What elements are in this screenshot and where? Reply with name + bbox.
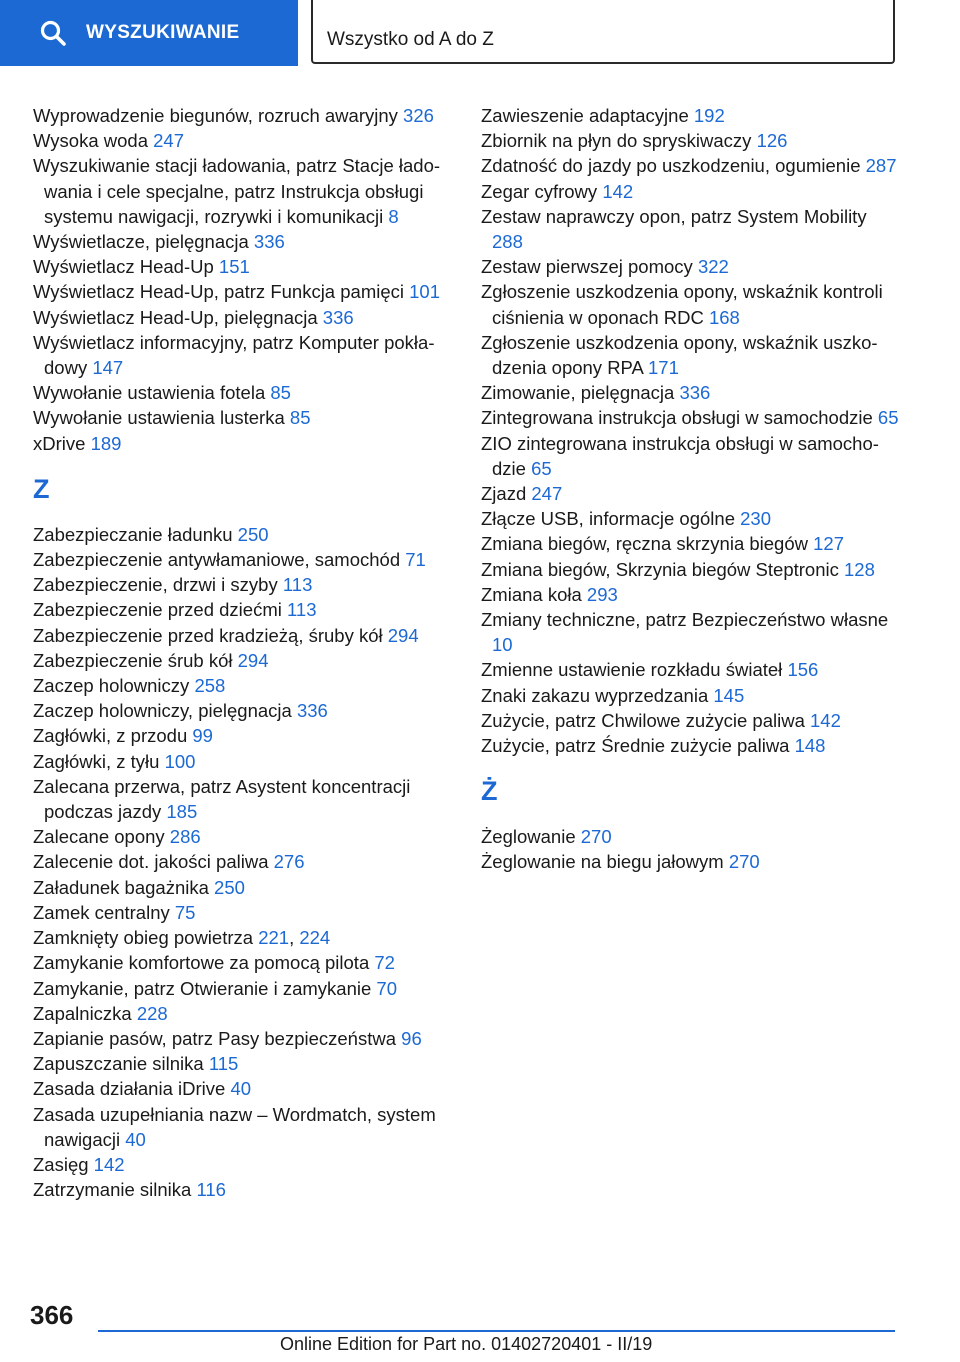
page-link[interactable]: 148 — [794, 735, 826, 757]
index-entry-text: Wyświetlacz Head-Up, patrz Funkcja pamięci — [33, 281, 404, 303]
page-link[interactable]: 250 — [237, 523, 269, 545]
page-link[interactable]: 116 — [196, 1179, 226, 1201]
page-link[interactable]: 250 — [214, 876, 245, 898]
index-entry-text: Zapuszczanie silnika — [33, 1053, 204, 1075]
index-entry-text: Wyprowadzenie biegunów, rozruch awaryjny — [33, 105, 398, 126]
index-entry — [33, 103, 453, 128]
index-entry — [33, 824, 453, 849]
page-link[interactable]: 326 — [403, 105, 434, 126]
page-link[interactable]: 113 — [282, 574, 313, 596]
footer-divider — [98, 1330, 895, 1332]
page-link[interactable]: 230 — [740, 508, 771, 530]
index-entry — [33, 1051, 453, 1076]
index-entry — [33, 254, 453, 279]
page-link[interactable]: 192 — [693, 105, 725, 126]
index-entry — [481, 204, 901, 254]
index-entry — [33, 380, 453, 405]
page-link[interactable]: 247 — [531, 483, 563, 505]
page-link[interactable]: 336 — [679, 382, 711, 404]
index-entry — [33, 749, 453, 774]
index-entry — [33, 976, 453, 1001]
page-link[interactable]: 101 — [409, 281, 441, 303]
index-entry-text: Zabezpieczanie ładunku — [33, 523, 233, 545]
page-link[interactable]: 40 — [125, 1128, 146, 1150]
index-entry-text: Złącze USB, informacje ogólne — [481, 508, 735, 530]
index-entry — [481, 179, 901, 204]
index-entry-text: Zamykanie komfortowe za pomocą pilota — [33, 952, 370, 974]
page-link[interactable]: 221 — [258, 927, 290, 949]
index-entry — [481, 254, 901, 279]
index-entry — [481, 849, 901, 874]
index-entry-text: Zbiornik na płyn do spryskiwaczy — [481, 130, 752, 152]
page-link[interactable]: 151 — [218, 256, 250, 278]
index-entry — [481, 733, 901, 758]
page-link[interactable]: 294 — [237, 649, 269, 671]
page-link[interactable]: 70 — [376, 977, 397, 999]
index-entry-text: Zmiana biegów, ręczna skrzynia biegów — [481, 533, 808, 555]
index-entry-text: Zasada działania iDrive — [33, 1078, 226, 1100]
index-entry — [481, 380, 901, 405]
index-entry — [481, 128, 901, 153]
page-link[interactable]: 336 — [296, 700, 328, 722]
page-link[interactable]: 336 — [253, 231, 285, 253]
index-entry-text: Żeglowanie na biegu jałowym — [481, 851, 724, 873]
search-button[interactable] — [0, 0, 298, 66]
page-link[interactable]: 127 — [813, 533, 845, 555]
index-entry: Zamknięty obieg powietrza 221, 224 — [33, 927, 331, 949]
page-link[interactable]: 156 — [787, 659, 819, 681]
index-entry-text: ZIO zintegrowana instrukcja obsługi w samochodzie — [481, 432, 879, 479]
page-link[interactable]: 100 — [164, 750, 196, 772]
index-entry-text: Zasada uzupełniania nazw – Wordmatch, system nawigacji — [33, 1103, 436, 1150]
page-link[interactable]: 142 — [602, 180, 634, 202]
index-letter-heading: Z — [33, 473, 50, 504]
index-entry-text: Zalecana przerwa, patrz Asystent koncentracji podczas jazdy — [33, 775, 411, 823]
index-entry — [33, 1076, 453, 1101]
index-entry-text: Zestaw pierwszej pomocy — [481, 256, 693, 278]
index-entry-text: Zgłoszenie uszkodzenia opony, wskaźnik uszkodzenia opony RPA — [481, 331, 878, 379]
page-link[interactable]: 224 — [299, 927, 331, 949]
index-entry-text: Zapalniczka — [33, 1002, 132, 1024]
footer-edition-link[interactable]: Online Edition for Part no. 01402720401 - II/19 — [280, 1334, 653, 1354]
index-entry — [481, 557, 901, 582]
index-entry-text: Zabezpieczenie śrub kół — [33, 649, 233, 671]
index-entry — [481, 506, 901, 531]
page-link[interactable]: 128 — [844, 558, 875, 580]
index-entry — [481, 683, 901, 708]
index-entry — [33, 774, 453, 824]
index-entry-text: Zjazd — [481, 483, 527, 505]
page-link[interactable]: 171 — [648, 357, 679, 379]
page-link[interactable]: 189 — [90, 432, 122, 454]
index-entry — [481, 103, 901, 128]
index-entry — [481, 405, 901, 430]
index-entry — [33, 623, 453, 648]
page-link[interactable]: 75 — [174, 901, 196, 923]
index-entry-text: Zabezpieczenie przed kradzieżą, śruby kół — [33, 624, 383, 646]
page-link[interactable]: 85 — [289, 407, 311, 429]
page-link[interactable]: 147 — [92, 357, 124, 379]
index-entry-text: Zużycie, patrz Średnie zużycie paliwa — [481, 735, 790, 757]
index-entry-text: Zamknięty obieg powietrza — [33, 927, 254, 949]
index-entry-text: Wyświetlacz Head-Up — [33, 256, 214, 278]
index-entry — [33, 330, 453, 380]
page-link[interactable]: 99 — [192, 725, 213, 747]
page-link[interactable]: 270 — [728, 851, 760, 873]
index-entry-text: Zdatność do jazdy po uszkodzeniu, ogumienie — [481, 155, 861, 177]
index-entry-text: Zalecane opony — [33, 826, 165, 848]
page-link[interactable]: 228 — [136, 1002, 168, 1024]
index-letter-heading: Ż — [481, 776, 498, 807]
index-entry — [33, 522, 453, 547]
page-link[interactable]: 65 — [531, 457, 552, 479]
index-entry-text: Zamek centralny — [33, 901, 170, 923]
page-link[interactable]: 10 — [492, 634, 513, 656]
index-entry-text: Wywołanie ustawienia fotela — [33, 382, 266, 404]
page-link[interactable]: 96 — [401, 1027, 422, 1049]
index-entry — [481, 824, 901, 849]
index-entry-text: Zamykanie, patrz Otwieranie i zamykanie — [33, 977, 372, 999]
tab-all-a-to-z-label: Wszystko od A do Z — [327, 29, 494, 50]
index-entry-text: Zmiany techniczne, patrz Bezpieczeństwo własne — [481, 609, 889, 631]
index-column-left — [33, 103, 453, 1202]
index-entry-text: Zawieszenie adaptacyjne — [481, 105, 689, 126]
index-entry-text: Zagłówki, z przodu — [33, 725, 188, 747]
index-entry — [33, 153, 453, 229]
index-entry-text: xDrive — [33, 432, 86, 454]
index-entry-text: Zintegrowana instrukcja obsługi w samochodzie — [481, 407, 873, 429]
page-link[interactable]: 276 — [273, 851, 305, 873]
index-entry-text: Wyszukiwanie stacji ładowania, patrz Stacje ładowania i cele specjalne, patrz Instrukcja obsługi systemu nawigacji, rozrywki i komunikacji — [33, 155, 441, 227]
index-entry-text: Zatrzymanie silnika — [33, 1179, 192, 1201]
index-entry-text: Zagłówki, z tyłu — [33, 750, 160, 772]
page-link[interactable]: 40 — [230, 1078, 252, 1100]
index-entry — [33, 950, 453, 975]
index-entry-text: Zmienne ustawienie rozkładu świateł — [481, 659, 783, 681]
index-entry-text: Wyświetlacz Head-Up, pielęgnacja — [33, 306, 318, 328]
page-link[interactable]: 115 — [208, 1053, 239, 1075]
index-entry-text: Wyświetlacz informacyjny, patrz Komputer pokładowy — [33, 331, 435, 379]
index-entry — [33, 1026, 453, 1051]
index-entry-text: Zabezpieczenie, drzwi i szyby — [33, 574, 278, 596]
index-entry — [33, 305, 453, 330]
index-entry-text: Zaczep holowniczy — [33, 675, 190, 697]
index-entry — [481, 330, 901, 380]
index-entry — [481, 279, 901, 329]
index-entry-text: Zabezpieczenie antywłamaniowe, samochód — [33, 549, 401, 571]
top-navigation-bar — [0, 0, 960, 66]
index-entry — [33, 279, 453, 304]
index-entry-text: Zużycie, patrz Chwilowe zużycie paliwa — [481, 709, 805, 731]
index-entry — [33, 900, 453, 925]
index-entry-text: Zimowanie, pielęgnacja — [481, 382, 675, 404]
tab-all-a-to-z[interactable] — [311, 0, 895, 64]
index-entry-text: Zaczep holowniczy, pielęgnacja — [33, 700, 292, 722]
index-entry — [33, 572, 453, 597]
page-link[interactable]: 71 — [405, 549, 426, 571]
page-link[interactable]: 288 — [492, 231, 523, 253]
index-entry — [33, 698, 453, 723]
index-entry-text: Znaki zakazu wyprzedzania — [481, 684, 709, 706]
index-entry — [33, 1152, 453, 1177]
page-link[interactable]: 113 — [287, 599, 317, 621]
page-link[interactable]: 185 — [166, 801, 198, 823]
page-link[interactable]: 72 — [374, 952, 395, 974]
index-entry — [33, 875, 453, 900]
index-entry-text: Wysoka woda — [33, 130, 148, 152]
page-link[interactable]: 168 — [708, 306, 740, 328]
page-link[interactable]: 336 — [322, 306, 354, 328]
page-link[interactable]: 270 — [580, 826, 612, 848]
index-entry — [481, 582, 901, 607]
page-link[interactable]: 142 — [93, 1153, 125, 1175]
page-link[interactable]: 247 — [153, 130, 185, 152]
index-entry-text: Zmiana koła — [481, 583, 582, 605]
index-entry — [481, 531, 901, 556]
index-entry — [33, 723, 453, 748]
page-link[interactable]: 322 — [697, 256, 729, 278]
index-entry-text: Zalecenie dot. jakości paliwa — [33, 851, 269, 873]
page-link[interactable]: 85 — [270, 382, 291, 404]
page-link[interactable]: 293 — [586, 583, 618, 605]
index-entry-text: Zmiana biegów, Skrzynia biegów Steptronic — [481, 558, 839, 580]
index-entry-text: Załadunek bagażnika — [33, 876, 209, 898]
page-link[interactable]: 126 — [756, 130, 788, 152]
footer-edition-text — [280, 1333, 652, 1355]
index-entry — [33, 673, 453, 698]
index-entry — [33, 229, 453, 254]
index-entry — [33, 128, 453, 153]
page-link[interactable]: 142 — [810, 709, 841, 731]
index-entry-text: Żeglowanie — [481, 826, 576, 848]
index-entry — [33, 648, 453, 673]
index-entry — [481, 657, 901, 682]
page-link[interactable]: 286 — [169, 826, 201, 848]
search-button-label: WYSZUKIWANIE — [86, 22, 240, 43]
index-entry — [33, 1102, 453, 1152]
index-entry — [33, 597, 453, 622]
index-entry-text: Zapianie pasów, patrz Pasy bezpieczeństwa — [33, 1027, 397, 1049]
index-entry-text: Zegar cyfrowy — [481, 180, 598, 202]
index-entry — [33, 405, 453, 430]
index-entry-text: Zasięg — [33, 1153, 89, 1175]
page-link[interactable]: 258 — [194, 675, 226, 697]
index-entry — [481, 431, 901, 481]
index-entry — [33, 1001, 453, 1026]
index-entry-text: Wyświetlacze, pielęgnacja — [33, 231, 249, 253]
index-entry — [481, 481, 901, 506]
index-entry — [33, 849, 453, 874]
index-entry-text: Wywołanie ustawienia lusterka — [33, 407, 285, 429]
page-link[interactable]: 287 — [865, 155, 897, 177]
page-link[interactable]: 65 — [877, 407, 899, 429]
index-entry-text: Zestaw naprawczy opon, patrz System Mobility — [481, 205, 867, 227]
page-number: 366 — [30, 1300, 74, 1330]
index-entry — [33, 431, 453, 456]
page-link[interactable]: 294 — [387, 624, 419, 646]
index-entry-text: Zabezpieczenie przed dziećmi — [33, 599, 282, 621]
search-icon — [40, 20, 66, 46]
index-entry — [481, 153, 901, 178]
index-column-right — [481, 103, 901, 875]
index-entry — [481, 708, 901, 733]
index-entry — [481, 607, 901, 657]
page-link[interactable]: 145 — [713, 684, 745, 706]
index-entry-text: Zgłoszenie uszkodzenia opony, wskaźnik kontroli ciśnienia w oponach RDC — [481, 281, 883, 328]
index-entry — [33, 1177, 453, 1202]
page-link[interactable]: 8 — [388, 205, 399, 227]
index-entry — [33, 547, 453, 572]
